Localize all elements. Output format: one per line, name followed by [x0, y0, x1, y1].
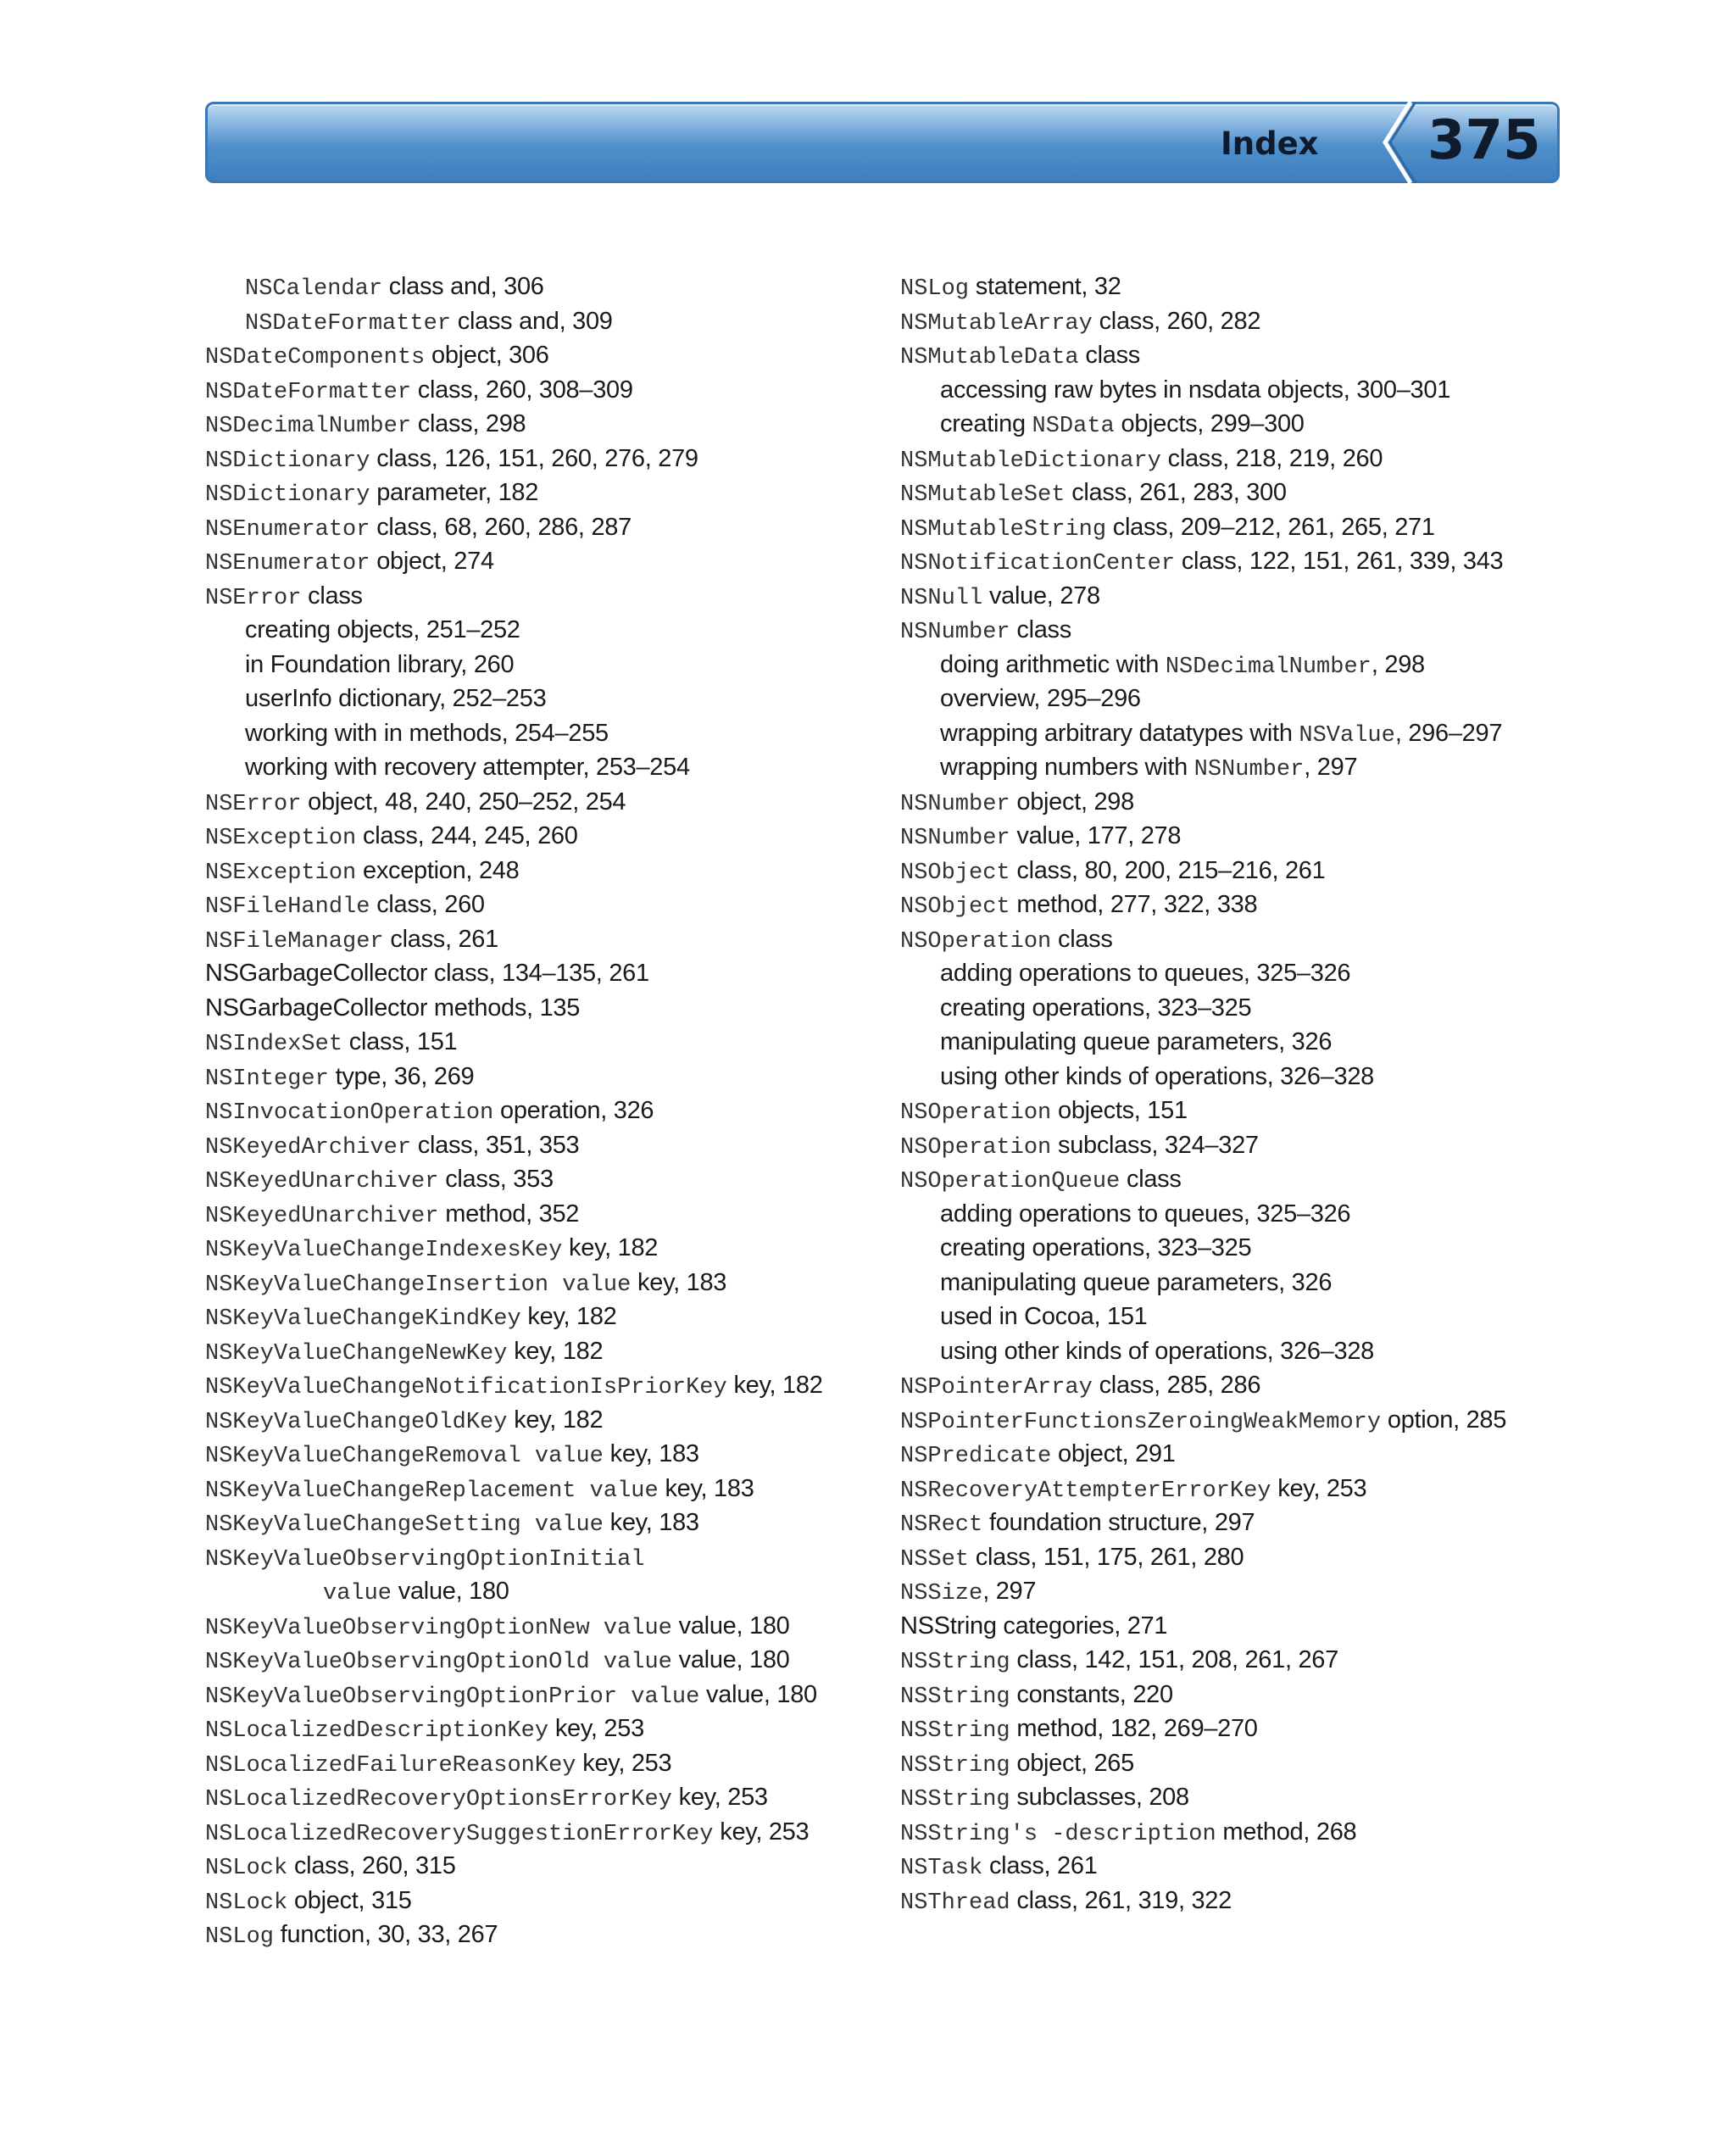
index-subentry — [900, 1197, 1595, 1232]
index-term-text: method, 277, 322, 338 — [1010, 891, 1258, 918]
index-term-code: NSKeyedUnarchiver — [205, 1169, 439, 1194]
index-term-code: NSDateFormatter — [245, 310, 452, 337]
index-term-code: NSKeyValueObservingOptionOld value — [205, 1650, 672, 1675]
index-term-text: creating — [940, 410, 1032, 437]
index-entry — [205, 373, 900, 408]
index-subentry — [205, 648, 900, 682]
index-term-code: NSRect — [900, 1512, 983, 1538]
index-term-text: key, 183 — [631, 1268, 727, 1296]
index-term-text: object, 274 — [370, 548, 494, 575]
index-term-text: , 296–297 — [1394, 719, 1503, 747]
index-entry — [205, 854, 900, 888]
index-term-text: class, 126, 151, 260, 276, 279 — [370, 444, 698, 472]
index-term-code: NSKeyValueChangeRemoval value — [205, 1444, 604, 1469]
index-entry — [205, 1094, 900, 1128]
index-term-text: class, 151, 175, 261, 280 — [969, 1543, 1244, 1571]
index-term-text: key, 182 — [726, 1372, 823, 1399]
index-subentry — [900, 1266, 1595, 1300]
index-entry — [900, 1540, 1595, 1575]
index-term-text: , 298 — [1371, 650, 1425, 678]
index-term-code: value — [323, 1581, 392, 1606]
index-term-text: object, 315 — [287, 1886, 412, 1914]
page-number: 375 — [1427, 109, 1541, 172]
index-term-code: NSString — [900, 1752, 1010, 1779]
index-term-text: class, 261, 319, 322 — [1010, 1886, 1232, 1914]
index-term-code: NSOperationQueue — [900, 1169, 1121, 1194]
index-term-text: class — [1010, 616, 1071, 643]
index-term-text: class, 80, 200, 215–216, 261 — [1010, 856, 1326, 884]
index-entry — [205, 1060, 900, 1094]
index-term-code: NSObject — [900, 860, 1010, 886]
index-term-code: NSMutableDictionary — [900, 448, 1161, 474]
index-column-right — [900, 270, 1595, 1918]
index-term-text: value, 177, 278 — [1010, 822, 1182, 849]
index-term-code: NSDateFormatter — [205, 379, 412, 405]
index-term-code: NSNull — [900, 585, 983, 611]
index-entry — [205, 1884, 900, 1918]
index-subentry — [900, 716, 1595, 751]
index-entry — [205, 510, 900, 545]
index-term-code: NSSize — [900, 1581, 983, 1606]
index-subentry — [900, 1060, 1595, 1094]
index-term-text: class, 142, 151, 208, 261, 267 — [1010, 1646, 1338, 1673]
index-entry — [205, 579, 900, 614]
index-term-text: working with in methods, 254–255 — [245, 719, 609, 747]
index-term-text: class, 353 — [438, 1166, 554, 1193]
index-entry — [900, 442, 1595, 476]
index-term-text: adding operations to queues, 325–326 — [940, 1200, 1351, 1228]
index-term-code: NSError — [205, 585, 302, 611]
index-term-text: object, 291 — [1051, 1440, 1176, 1467]
index-term-code: NSEnumerator — [205, 551, 370, 576]
index-term-code: NSObject — [900, 894, 1010, 920]
index-term-text: wrapping numbers with — [940, 754, 1194, 781]
index-entry — [900, 888, 1595, 922]
index-term-text: class, 244, 245, 260 — [356, 822, 578, 849]
index-term-text: creating objects, 251–252 — [245, 616, 520, 643]
index-term-code: NSNumber — [900, 620, 1010, 645]
index-term-text: object, 306 — [425, 342, 549, 369]
index-term-code: NSException — [205, 826, 357, 851]
index-term-code: NSMutableData — [900, 345, 1079, 370]
index-term-code: NSSet — [900, 1546, 970, 1573]
index-term-text: in Foundation library, 260 — [245, 650, 515, 678]
index-term-code: NSError — [205, 791, 302, 817]
index-term-code: NSKeyValueObservingOptionPrior value — [205, 1684, 700, 1710]
index-term-code: NSNotificationCenter — [900, 551, 1176, 576]
index-term-code: NSKeyValueChangeSetting value — [205, 1512, 604, 1538]
index-entry — [205, 1780, 900, 1815]
index-subentry — [205, 750, 900, 785]
index-term-code: NSNumber — [900, 791, 1010, 817]
index-term-code: NSLocalizedRecoveryOptionsErrorKey — [205, 1787, 672, 1812]
section-title: Index — [1221, 125, 1319, 162]
index-term-text: creating operations, 323–325 — [940, 994, 1252, 1022]
index-term-text: object, 48, 240, 250–252, 254 — [301, 788, 626, 816]
index-term-text: manipulating queue parameters, 326 — [940, 1268, 1333, 1296]
index-term-text: using other kinds of operations, 326–328 — [940, 1337, 1374, 1365]
index-entry — [205, 922, 900, 957]
index-term-text: exception, 248 — [356, 856, 520, 884]
index-term-code: NSLocalizedRecoverySuggestionErrorKey — [205, 1821, 714, 1847]
index-term-text: creating operations, 323–325 — [940, 1234, 1252, 1261]
index-term-code: NSKeyValueObservingOptionInitial — [205, 1546, 645, 1573]
index-term-text: class, 351, 353 — [411, 1131, 580, 1159]
index-entry — [900, 338, 1595, 373]
index-entry — [900, 1368, 1595, 1403]
index-term-text: class, 122, 151, 261, 339, 343 — [1175, 548, 1504, 575]
index-entry — [205, 338, 900, 373]
index-term-code: NSString's -description — [900, 1821, 1216, 1847]
index-term-text: used in Cocoa, 151 — [940, 1303, 1148, 1330]
index-term-text: key, 183 — [603, 1440, 699, 1467]
index-entry — [205, 991, 900, 1026]
index-term-text: value, 278 — [982, 582, 1100, 610]
index-entry — [900, 1574, 1595, 1609]
index-term-text: constants, 220 — [1010, 1680, 1173, 1708]
index-term-code: NSString — [900, 1684, 1010, 1710]
index-term-code: NSLog — [205, 1924, 275, 1950]
index-entry — [205, 785, 900, 820]
index-entry — [205, 956, 900, 991]
index-subentry — [900, 1231, 1595, 1266]
index-term-text: using other kinds of operations, 326–328 — [940, 1062, 1374, 1090]
index-term-text: objects, 151 — [1051, 1097, 1188, 1124]
index-column-left — [205, 270, 900, 1952]
index-entry — [205, 1334, 900, 1369]
index-term-text: key, 182 — [562, 1234, 659, 1261]
index-entry — [900, 1849, 1595, 1884]
index-entry — [205, 1472, 900, 1506]
index-entry — [205, 1918, 900, 1952]
index-entry — [900, 922, 1595, 957]
index-term-text: key, 253 — [713, 1818, 810, 1846]
index-term-text: function, 30, 33, 267 — [274, 1921, 498, 1948]
index-term-text: NSGarbageCollector class, 134–135, 261 — [205, 960, 649, 987]
index-term-text: adding operations to queues, 325–326 — [940, 960, 1351, 987]
index-term-code: NSMutableSet — [900, 482, 1066, 508]
index-subentry — [900, 682, 1595, 716]
index-term-code: NSKeyedArchiver — [205, 1134, 412, 1161]
index-term-text: NSString categories, 271 — [900, 1612, 1168, 1640]
index-entry — [205, 476, 900, 510]
index-entry — [900, 544, 1595, 579]
index-term-text: NSGarbageCollector methods, 135 — [205, 994, 581, 1022]
index-entry — [900, 819, 1595, 854]
index-term-text: class — [301, 582, 363, 610]
index-term-code: NSKeyValueChangeInsertion value — [205, 1272, 632, 1298]
index-term-text: key, 253 — [1271, 1474, 1367, 1502]
index-term-text: value, 180 — [699, 1680, 817, 1708]
index-term-text: , 297 — [982, 1578, 1037, 1605]
index-term-code: NSKeyValueChangeNewKey — [205, 1340, 508, 1367]
index-term-code: NSDictionary — [205, 482, 370, 508]
index-subentry — [205, 682, 900, 716]
index-term-text: subclass, 324–327 — [1051, 1131, 1259, 1159]
index-term-text: class, 218, 219, 260 — [1160, 444, 1383, 472]
index-term-text: object, 298 — [1010, 788, 1134, 816]
index-term-text: class, 260, 282 — [1092, 307, 1261, 335]
index-entry — [900, 1884, 1595, 1918]
index-term-code: NSLock — [205, 1890, 288, 1916]
index-term-code: NSNumber — [1194, 757, 1305, 782]
index-entry — [205, 544, 900, 579]
index-term-code: NSKeyValueObservingOptionNew value — [205, 1615, 672, 1641]
index-term-text: class, 260, 315 — [287, 1852, 456, 1879]
index-term-code: NSTask — [900, 1856, 983, 1881]
index-entry — [205, 1300, 900, 1334]
index-entry — [900, 1437, 1595, 1472]
index-subentry — [900, 991, 1595, 1026]
index-entry — [205, 442, 900, 476]
index-term-text: class, 209–212, 261, 265, 271 — [1106, 513, 1435, 541]
index-term-code: NSNumber — [900, 826, 1010, 851]
index-entry — [900, 1643, 1595, 1678]
index-term-text: object, 265 — [1010, 1749, 1134, 1777]
index-term-text: class — [1051, 925, 1113, 953]
index-term-code: NSLocalizedDescriptionKey — [205, 1718, 549, 1744]
index-entry — [900, 1403, 1595, 1438]
index-subentry — [205, 716, 900, 751]
index-term-text: objects, 299–300 — [1114, 410, 1305, 437]
index-term-code: NSKeyValueChangeIndexesKey — [205, 1238, 563, 1263]
index-term-text: value, 180 — [671, 1646, 790, 1673]
index-term-text: , 297 — [1304, 754, 1358, 781]
index-term-text: class and, 306 — [382, 273, 544, 300]
index-term-text: key, 253 — [548, 1715, 644, 1742]
index-term-text: type, 36, 269 — [328, 1062, 475, 1090]
index-term-code: NSKeyValueChangeOldKey — [205, 1409, 508, 1435]
index-entry — [900, 510, 1595, 545]
index-entry — [900, 1506, 1595, 1540]
index-entry — [205, 1643, 900, 1678]
index-entry — [205, 819, 900, 854]
index-term-text: wrapping arbitrary datatypes with — [940, 719, 1299, 747]
index-term-text: class, 260, 308–309 — [411, 376, 633, 404]
index-term-text: key, 183 — [658, 1474, 754, 1502]
index-subentry — [900, 648, 1595, 682]
index-subentry — [205, 270, 900, 304]
index-term-text: userInfo dictionary, 252–253 — [245, 685, 547, 712]
index-entry — [900, 1815, 1595, 1850]
index-term-text: working with recovery attempter, 253–254 — [245, 754, 690, 781]
index-term-text: key, 182 — [507, 1337, 604, 1365]
index-subentry — [900, 373, 1595, 408]
index-term-text: class, 261, 283, 300 — [1065, 479, 1287, 506]
index-entry — [900, 785, 1595, 820]
index-entry — [900, 304, 1595, 339]
index-term-code: NSLock — [205, 1856, 288, 1881]
index-entry — [205, 1540, 900, 1575]
index-entry — [205, 1266, 900, 1300]
index-term-text: class — [1078, 342, 1140, 369]
index-subentry — [205, 304, 900, 339]
index-entry — [205, 1746, 900, 1781]
index-term-text: parameter, 182 — [370, 479, 539, 506]
index-subentry — [205, 613, 900, 648]
index-term-text: key, 183 — [603, 1509, 699, 1536]
index-term-code: NSDecimalNumber — [205, 414, 412, 439]
index-term-code: NSData — [1032, 414, 1115, 439]
index-term-text: method, 352 — [438, 1200, 580, 1228]
index-term-text: option, 285 — [1381, 1406, 1507, 1434]
index-term-code: NSDictionary — [205, 448, 370, 474]
index-entry — [205, 1025, 900, 1060]
index-term-text: class, 298 — [411, 410, 526, 437]
index-term-code: NSOperation — [900, 928, 1052, 955]
index-term-text: statement, 32 — [969, 273, 1121, 300]
index-entry — [205, 1712, 900, 1746]
index-entry — [205, 1815, 900, 1850]
index-entry — [900, 1128, 1595, 1163]
index-entry — [205, 1609, 900, 1644]
index-term-code: NSMutableString — [900, 516, 1107, 543]
index-term-code: NSPredicate — [900, 1444, 1052, 1469]
index-subentry — [900, 407, 1595, 442]
index-term-text: doing arithmetic with — [940, 650, 1166, 678]
index-term-code: NSOperation — [900, 1134, 1052, 1161]
index-term-text: class, 68, 260, 286, 287 — [370, 513, 632, 541]
index-term-code: NSLocalizedFailureReasonKey — [205, 1752, 576, 1779]
index-term-text: key, 182 — [520, 1303, 617, 1330]
index-term-code: NSPointerFunctionsZeroingWeakMemory — [900, 1409, 1382, 1435]
index-term-text: method, 182, 269–270 — [1010, 1715, 1258, 1742]
index-term-code: NSOperation — [900, 1100, 1052, 1126]
index-entry — [900, 854, 1595, 888]
index-term-code: NSKeyValueChangeNotificationIsPriorKey — [205, 1375, 727, 1400]
index-term-text: foundation structure, 297 — [982, 1509, 1255, 1536]
index-entry — [900, 1780, 1595, 1815]
index-term-code: NSThread — [900, 1890, 1010, 1916]
index-entry — [205, 1506, 900, 1540]
index-term-text: operation, 326 — [493, 1097, 654, 1124]
index-subentry — [900, 1334, 1595, 1369]
index-term-text: class, 260 — [370, 891, 485, 918]
index-term-text: subclasses, 208 — [1010, 1784, 1189, 1811]
index-entry — [205, 1678, 900, 1712]
index-entry — [900, 476, 1595, 510]
index-term-text: class, 285, 286 — [1092, 1372, 1261, 1399]
index-term-text: class, 261 — [982, 1852, 1098, 1879]
index-term-text: value, 180 — [671, 1612, 790, 1640]
index-entry — [205, 1231, 900, 1266]
index-term-code: NSInteger — [205, 1066, 329, 1092]
index-term-code: NSRecoveryAttempterErrorKey — [900, 1478, 1271, 1504]
index-term-text: class, 151 — [342, 1028, 458, 1055]
index-entry — [900, 1472, 1595, 1506]
index-entry — [205, 1849, 900, 1884]
index-entry — [900, 1609, 1595, 1644]
index-entry — [900, 1712, 1595, 1746]
index-subentry — [205, 1574, 900, 1609]
index-entry — [900, 270, 1595, 304]
index-term-text: key, 253 — [576, 1749, 672, 1777]
index-entry — [900, 579, 1595, 614]
header-banner — [205, 102, 1560, 183]
index-term-code: NSValue — [1299, 722, 1395, 749]
index-entry — [205, 1403, 900, 1438]
index-term-text: class, 261 — [383, 925, 498, 953]
index-term-code: NSException — [205, 860, 357, 886]
index-term-code: NSKeyValueChangeKindKey — [205, 1306, 521, 1332]
index-term-text: accessing raw bytes in nsdata objects, 300–301 — [940, 376, 1451, 404]
index-term-code: NSFileManager — [205, 928, 384, 955]
index-term-code: NSString — [900, 1650, 1010, 1675]
index-term-text: value, 180 — [392, 1578, 509, 1605]
index-term-code: NSCalendar — [245, 276, 383, 302]
index-term-code: NSMutableArray — [900, 310, 1093, 337]
index-term-code: NSFileHandle — [205, 894, 370, 920]
index-term-code: NSDecimalNumber — [1165, 654, 1372, 680]
index-term-code: NSEnumerator — [205, 516, 370, 543]
index-term-text: method, 268 — [1216, 1818, 1357, 1846]
index-entry — [205, 1128, 900, 1163]
index-entry — [900, 1746, 1595, 1781]
index-subentry — [900, 1025, 1595, 1060]
index-term-code: NSDateComponents — [205, 345, 426, 370]
index-entry — [205, 1437, 900, 1472]
index-term-code: NSLog — [900, 276, 970, 302]
index-term-code: NSString — [900, 1787, 1010, 1812]
index-entry — [900, 613, 1595, 648]
index-entry — [205, 1197, 900, 1232]
index-entry — [900, 1094, 1595, 1128]
index-term-text: class and, 309 — [451, 307, 613, 335]
index-entry — [205, 1162, 900, 1197]
index-subentry — [900, 956, 1595, 991]
index-entry — [205, 888, 900, 922]
index-entry — [205, 1368, 900, 1403]
index-term-code: NSInvocationOperation — [205, 1100, 494, 1126]
index-term-text: overview, 295–296 — [940, 685, 1141, 712]
index-term-code: NSString — [900, 1718, 1010, 1744]
index-term-text: manipulating queue parameters, 326 — [940, 1028, 1333, 1055]
index-subentry — [900, 750, 1595, 785]
index-subentry — [900, 1300, 1595, 1334]
index-entry — [205, 407, 900, 442]
index-term-code: NSIndexSet — [205, 1032, 343, 1057]
index-entry — [900, 1162, 1595, 1197]
index-term-code: NSKeyedUnarchiver — [205, 1203, 439, 1229]
index-entry — [900, 1678, 1595, 1712]
index-term-text: key, 182 — [507, 1406, 604, 1434]
index-term-text: key, 253 — [671, 1784, 768, 1811]
index-term-text: class — [1120, 1166, 1182, 1193]
index-term-code: NSKeyValueChangeReplacement value — [205, 1478, 659, 1504]
index-term-code: NSPointerArray — [900, 1375, 1093, 1400]
